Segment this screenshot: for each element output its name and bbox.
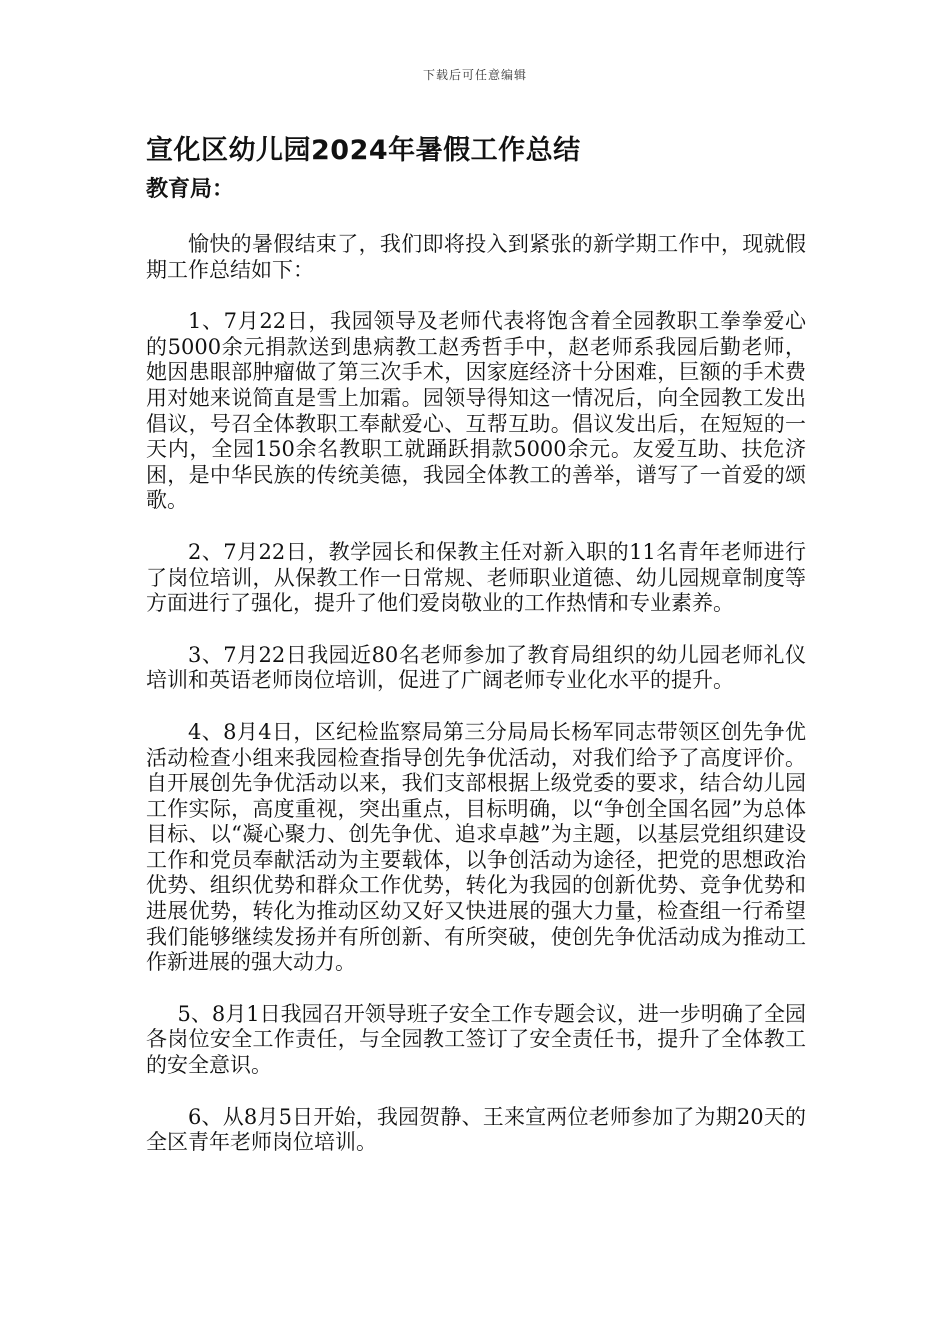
item-paragraph-5: 5、8月1日我园召开领导班子安全工作专题会议，进一步明确了全园各岗位安全工作责任，与全园教工签订了安全责任书，提升了全体教工的安全意识。: [146, 1001, 806, 1078]
item-paragraph-6: 6、从8月5日开始，我园贺静、王来宣两位老师参加了为期20天的全区青年老师岗位培训。: [146, 1104, 806, 1155]
item-paragraph-4: 4、8月4日，区纪检监察局第三分局局长杨军同志带领区创先争优活动检查小组来我园检查指导创先争优活动，对我们给予了高度评价。自开展创先争优活动以来，我们支部根据上级党委的要求，结合幼儿园工作实际，高度重视，突出重点，目标明确，以“争创全国名园”为总体目标、以“凝心聚力、创先争优、追求卓越”为主题，以基层党组织建设工作和党员奉献活动为主要载体，以争创活动为途径，把党的思想政治优势、组织优势和群众工作优势，转化为我园的创新优势、竞争优势和进展优势，转化为推动区幼又好又快进展的强大力量，检查组一行希望我们能够继续发扬并有所创新、有所突破，使创先争优活动成为推动工作新进展的强大动力。: [146, 719, 806, 975]
header-note: 下载后可任意编辑: [422, 68, 527, 82]
item-paragraph-2: 2、7月22日，教学园长和保教主任对新入职的11名青年老师进行了岗位培训，从保教工作一日常规、老师职业道德、幼儿园规章制度等方面进行了强化，提升了他们爱岗敬业的工作热情和专业素养。: [146, 539, 806, 616]
item-paragraph-3: 3、7月22日我园近80名老师参加了教育局组织的幼儿园老师礼仪培训和英语老师岗位培训，促进了广阔老师专业化水平的提升。: [146, 642, 806, 693]
intro-paragraph: 愉快的暑假结束了，我们即将投入到紧张的新学期工作中，现就假期工作总结如下：: [146, 232, 806, 282]
document-body: [146, 132, 806, 1156]
recipient-line: 教育局：: [146, 177, 235, 202]
document-title: 宣化区幼儿园2024年暑假工作总结: [146, 135, 581, 166]
item-paragraph-1: 1、7月22日，我园领导及老师代表将饱含着全园教职工拳拳爱心的5000余元捐款送到患病教工赵秀哲手中，赵老师系我园后勤老师，她因患眼部肿瘤做了第三次手术，因家庭经济十分困难，巨额的手术费用对她来说简直是雪上加霜。园领导得知这一情况后，向全园教工发出倡议，号召全体教职工奉献爱心、互帮互助。倡议发出后，在短短的一天内，全园150余名教职工就踊跃捐款5000余元。友爱互助、扶危济困，是中华民族的传统美德，我园全体教工的善举，谱写了一首爱的颂歌。: [146, 309, 806, 513]
